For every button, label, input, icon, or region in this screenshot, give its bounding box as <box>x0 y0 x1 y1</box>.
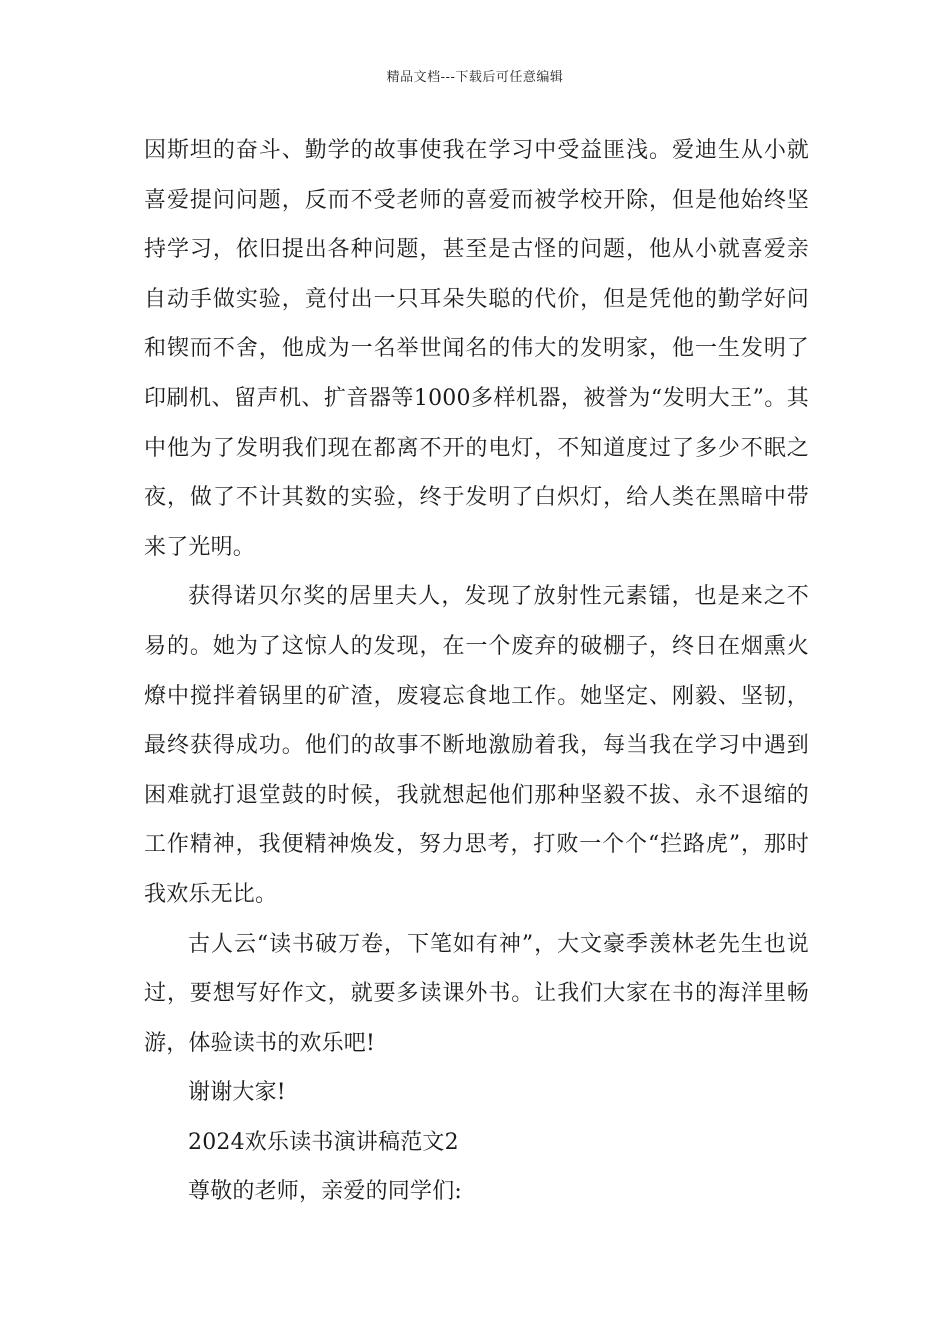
section-title: 2024欢乐读书演讲稿范文2 <box>188 1129 459 1155</box>
page-header: 精品文档---下载后可任意编辑 <box>386 70 564 85</box>
document-body <box>144 126 809 1217</box>
paragraph-thanks: 谢谢大家! <box>188 1080 286 1106</box>
paragraph-edison: 因斯坦的奋斗、勤学的故事使我在学习中受益匪浅。爱迪生从小就喜爱提问问题，反而不受老师的喜爱而被学校开除，但是他始终坚持学习，依旧提出各种问题，甚至是古怪的问题，他从小就喜爱亲自动手做实验，竟付出一只耳朵失聪的代价，但是凭他的勤学好问和锲而不舍，他成为一名举世闻名的伟大的发明家，他一生发明了印刷机、留声机、扩音器等1000多样机器，被誉为“发明大王”。其中他为了发明我们现在都离不开的电灯，不知道度过了多少不眠之夜，做了不计其数的实验，终于发明了白炽灯，给人类在黑暗中带来了光明。 <box>144 138 809 560</box>
paragraph-greeting: 尊敬的老师，亲爱的同学们: <box>188 1179 463 1205</box>
paragraph-reading: 古人云“读书破万卷，下笔如有神”，大文豪季羡林老先生也说过，要想写好作文，就要多读课外书。让我们大家在书的海洋里畅游，体验读书的欢乐吧! <box>144 931 809 1056</box>
paragraph-curie: 获得诺贝尔奖的居里夫人，发现了放射性元素镭，也是来之不易的。她为了这惊人的发现，在一个废弃的破棚子，终日在烟熏火燎中搅拌着锅里的矿渣，废寝忘食地工作。她坚定、刚毅、坚韧，最终获得成功。他们的故事不断地激励着我，每当我在学习中遇到困难就打退堂鼓的时候，我就想起他们那种坚毅不拔、永不退缩的工作精神，我便精神焕发，努力思考，打败一个个“拦路虎”，那时我欢乐无比。 <box>144 584 809 907</box>
